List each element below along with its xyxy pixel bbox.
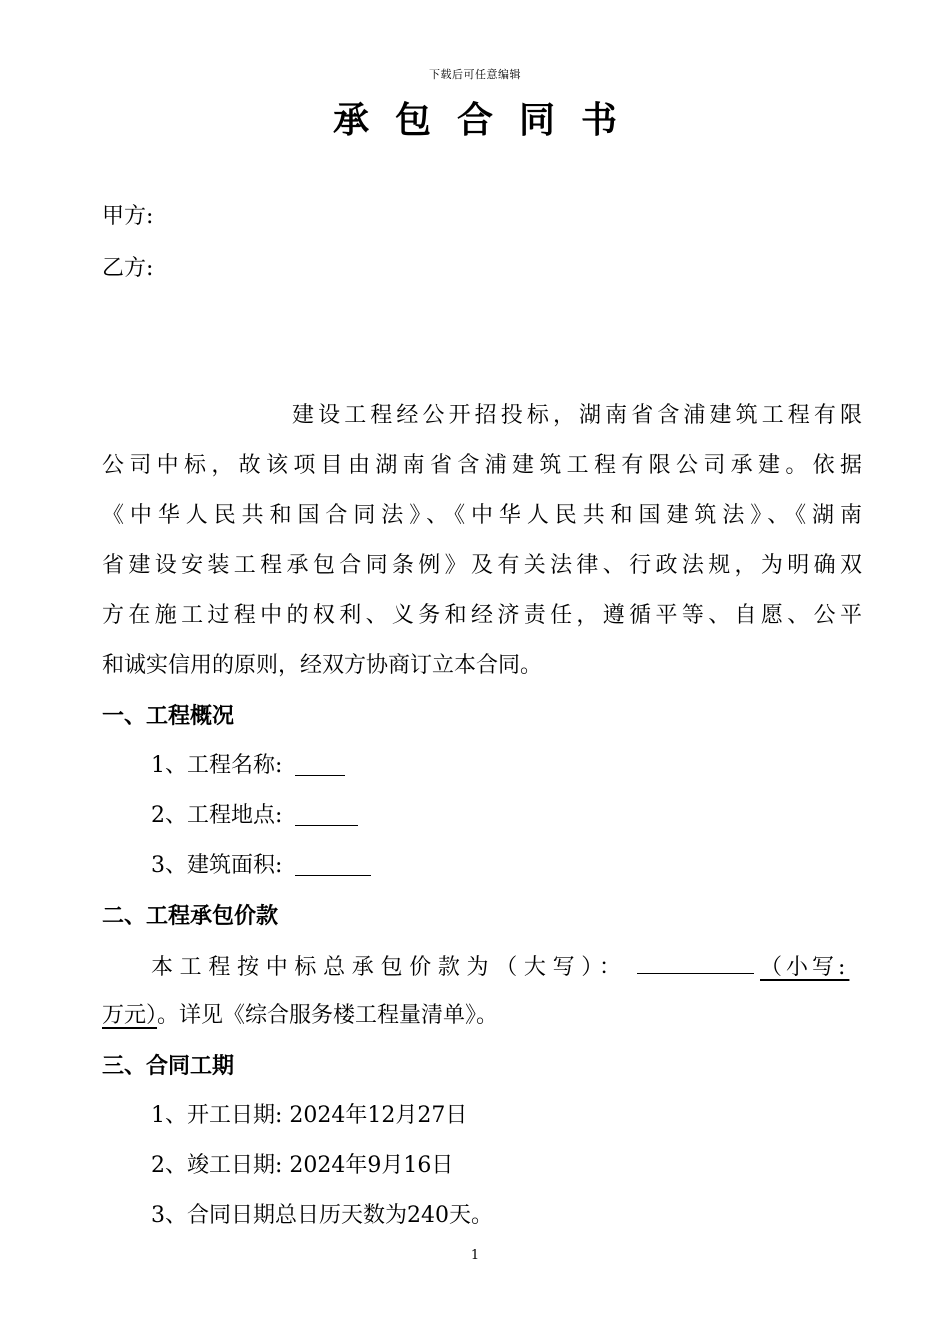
document-title: 承包合同书 bbox=[332, 99, 643, 141]
header-note: 下载后可任意编辑 bbox=[429, 68, 521, 81]
project-location-blank bbox=[295, 803, 358, 826]
party-a-label: 甲方: bbox=[102, 204, 154, 229]
page-number: 1 bbox=[470, 1248, 480, 1263]
intro-line-5: 方在施工过程中的权利、义务和经济责任，遵循平等、自愿、公平 bbox=[102, 603, 862, 628]
intro-line-4: 省建设安装工程承包合同条例》及有关法律、行政法规，为明确双 bbox=[102, 553, 862, 578]
price-uppercase-blank bbox=[637, 951, 754, 974]
project-name-blank bbox=[295, 753, 345, 776]
intro-line-6: 和诚实信用的原则，经双方协商订立本合同。 bbox=[102, 653, 543, 678]
contract-price-line-1 bbox=[151, 951, 862, 983]
building-area-blank bbox=[295, 853, 371, 876]
start-date: 1、开工日期: 2024年12月27日 bbox=[151, 1103, 468, 1128]
building-area-row bbox=[151, 851, 862, 881]
contract-price-line-2 bbox=[102, 1001, 862, 1031]
project-location-row bbox=[151, 801, 862, 831]
party-b-label: 乙方: bbox=[102, 256, 154, 281]
intro-line-2: 公司中标，故该项目由湖南省含浦建筑工程有限公司承建。依据 bbox=[102, 453, 862, 478]
building-area-label: 3、建筑面积: bbox=[151, 853, 283, 878]
project-location-label: 2、工程地点: bbox=[151, 803, 283, 828]
section-2-heading: 二、工程承包价款 bbox=[102, 903, 279, 929]
project-name-row bbox=[151, 751, 862, 781]
intro-line-1: 建设工程经公开招投标，湖南省含浦建筑工程有限 bbox=[292, 403, 862, 428]
section-3-heading: 三、合同工期 bbox=[102, 1053, 235, 1079]
price-unit-text: 万元） bbox=[102, 1003, 158, 1028]
completion-date: 2、竣工日期: 2024年9月16日 bbox=[151, 1153, 454, 1178]
section-1-heading: 一、工程概况 bbox=[102, 703, 235, 729]
price-detail-text: 。详见《综合服务楼工程量清单》。 bbox=[157, 1003, 499, 1028]
intro-line-3: 《中华人民共和国合同法》、《中华人民共和国建筑法》、《湖南 bbox=[102, 503, 862, 528]
total-calendar-days: 3、合同日期总日历天数为240天。 bbox=[151, 1203, 493, 1228]
price-lowercase-label: （小写: bbox=[760, 955, 850, 980]
project-name-label: 1、工程名称: bbox=[151, 753, 283, 778]
contract-price-text: 本工程按中标总承包价款为（大写）： bbox=[151, 955, 621, 980]
